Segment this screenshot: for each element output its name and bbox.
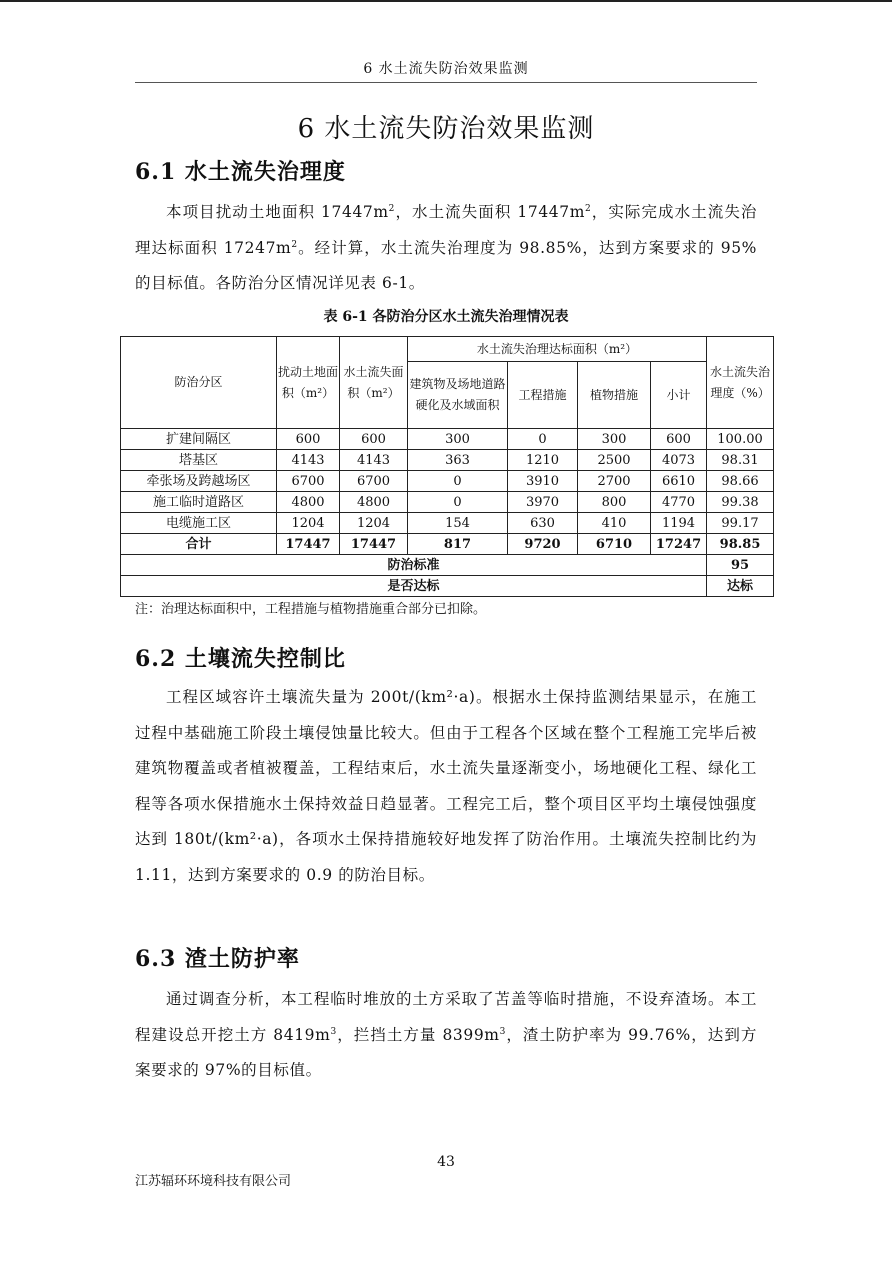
table-meet-row: 是否达标 达标	[121, 576, 774, 597]
header-plant: 植物措施	[578, 362, 651, 429]
section-title-6-1: 6.1 水土流失治理度	[135, 159, 346, 185]
header-rule	[135, 82, 757, 83]
table-row: 扩建间隔区 600 600 300 0 300 600 100.00	[121, 429, 774, 450]
section-title-6-3: 6.3 渣土防护率	[135, 946, 300, 972]
section-title-6-2: 6.2 土壤流失控制比	[135, 646, 346, 672]
table-row: 电缆施工区 1204 1204 154 630 410 1194 99.17	[121, 513, 774, 534]
table-row: 塔基区 4143 4143 363 1210 2500 4073 98.31	[121, 450, 774, 471]
header-zone: 防治分区	[121, 337, 277, 429]
header-engineering: 工程措施	[508, 362, 578, 429]
section-6-2-paragraph: 工程区域容许土壤流失量为 200t/(km²·a)。根据水土保持监测结果显示，在施工过程中基础施工阶段土壤侵蚀量比较大。但由于工程各个区域在整个工程施工完毕后被建筑物覆盖或者植被覆盖，工程结束后，水土流失量逐渐变小，场地硬化工程、绿化工程等各项水保措施水土保持效益日趋显著。工程完工后，整个项目区平均土壤侵蚀强度达到 180t/(km²·a)，各项水土保持措施较好地发挥了防治作用。土壤流失控制比约为 1.11，达到方案要求的 0.9 的防治目标。	[135, 688, 757, 884]
section-6-1-paragraph: 本项目扰动土地面积 $17447m^2$，水土流失面积 $17447m^2$，实际完成水土流失治理达标面积 $17247m^2$。经计算，水土流失治理度为 98.85%，达到方案要求的 95%的目标值。各防治分区情况详见表 6-1。	[135, 203, 757, 292]
section-6-3-paragraph: 通过调查分析，本工程临时堆放的土方采取了苫盖等临时措施，不设弃渣场。本工程建设总开挖土方 $8419m^3$，拦挡土方量 $8399m^3$，渣土防护率为 99.76%，达到方案要求的 97%的目标值。	[135, 990, 757, 1079]
header-treated-area-group: 水土流失治理达标面积（m²）	[408, 337, 707, 362]
top-border-line	[0, 0, 892, 2]
header-treatment-rate: 水土流失治理度（%）	[707, 337, 774, 429]
table-standard-row: 防治标准 95	[121, 555, 774, 576]
header-building-area: 建筑物及场地道路硬化及水域面积	[408, 362, 508, 429]
table-note: 注：治理达标面积中，工程措施与植物措施重合部分已扣除。	[135, 602, 487, 617]
header-erosion-area: 水土流失面积（m²）	[340, 337, 408, 429]
header-subtotal: 小计	[651, 362, 707, 429]
table-caption: 表 6-1 各防治分区水土流失治理情况表	[323, 309, 569, 325]
running-header: 6 水土流失防治效果监测	[363, 61, 529, 77]
header-disturbed-area: 扰动土地面积（m²）	[277, 337, 340, 429]
table-row: 牵张场及跨越场区 6700 6700 0 3910 2700 6610 98.66	[121, 471, 774, 492]
page-number: 43	[437, 1154, 455, 1170]
treatment-table	[120, 336, 774, 597]
company-name: 江苏辐环环境科技有限公司	[135, 1174, 292, 1189]
table-row: 施工临时道路区 4800 4800 0 3970 800 4770 99.38	[121, 492, 774, 513]
chapter-title: 6 水土流失防治效果监测	[297, 114, 595, 144]
table-total-row: 合计 17447 17447 817 9720 6710 17247 98.85	[121, 534, 774, 555]
